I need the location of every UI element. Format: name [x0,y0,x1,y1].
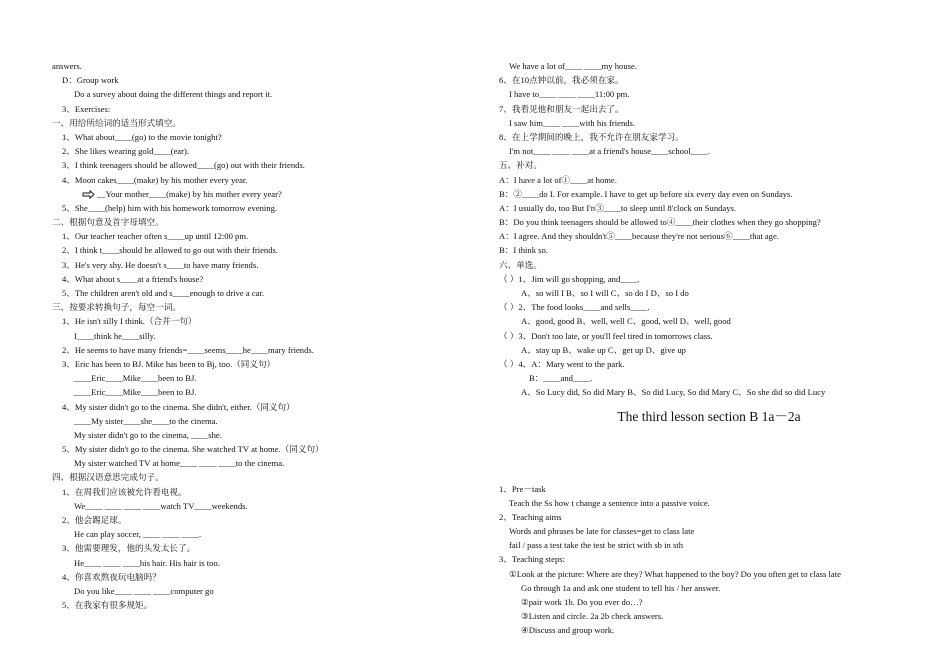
line-text: 3、Eric has been to BJ. Mike has been to Bj, too.（同义句） [62,358,276,369]
text-line [52,400,472,414]
line-text: 3、He's very shy. He doesn't s____to have many friends. [62,259,259,270]
text-line [52,541,472,555]
line-text: ____My sister____she____to the cinema. [74,415,218,426]
line-text: Do a survey about doing the different things and report it. [74,89,273,100]
line-text: 1、What about____(go) to the movie tonight? [62,131,222,142]
text-line [52,144,472,158]
line-text: ____Eric____Mike____been to BJ. [74,387,197,398]
text-line [499,482,919,496]
left-column [52,59,472,612]
line-text: 3、I think teenagers should be allowed____(go) out with their friends. [62,160,305,171]
text-line [499,187,919,201]
text-line [52,258,472,272]
text-line [499,623,919,637]
text-line [52,229,472,243]
text-line [499,385,919,399]
line-text: 7、我看见他和朋友一起出去了。 [499,103,624,114]
line-text: A、good, good B、well, well C、good, well D、well, good [521,316,731,327]
line-text: I'm not____ ____ ____at a friend's house____school____. [509,146,710,157]
text-line [52,314,472,328]
text-line [52,272,472,286]
line-text: 2、She likes wearing gold____(ear). [62,146,189,157]
line-text: A：I usually do, too But I'n③____to sleep until 8'clock on Sundays. [499,202,737,213]
line-text: 1、Our teacher teacher often s____up until 12:00 pm. [62,231,249,242]
line-text: 三、按要求转换句子，每空一词。 [52,302,181,313]
line-text: 4、Moon cakes____(make) by his mother every year. [62,174,248,185]
line-text: 4、What about s____at a friend's house? [62,273,204,284]
text-line [499,609,919,623]
text-line [499,329,919,343]
text-line [52,456,472,470]
line-text: 5、The children aren't old and s____enough to drive a car. [62,288,265,298]
text-line [52,428,472,442]
line-text: 2、He seems to have many friends=____seems____he____mary friends. [62,344,314,355]
text-line [499,116,919,130]
line-text: I saw him____ ____with his friends. [509,117,636,128]
line-text: D：Group work [62,75,119,86]
text-line [52,329,472,343]
text-line [499,343,919,357]
text-line [499,300,919,314]
section-heading [499,400,919,440]
text-line [499,158,919,172]
text-line [52,201,472,215]
line-text: B：____and____. [529,373,593,384]
line-text: （ ）3、Don't too late, or you'll feel tired in tomorrows class. [499,330,713,341]
line-text: answers. [52,61,82,71]
text-line [499,357,919,371]
text-line [52,73,472,87]
line-text: A：I have a lot of①____at home. [499,174,617,185]
text-line [499,173,919,187]
text-line [499,314,919,328]
line-text: ④Discuss and group work. [521,625,615,636]
text-line [499,59,919,73]
text-line [52,130,472,144]
text-line [52,286,472,300]
text-line [499,552,919,566]
line-text: 5、My sister didn't go to the cinema. She watched TV at home.（同义句） [62,444,324,455]
text-line [499,272,919,286]
line-text: My sister didn't go to the cinema, ____she. [74,429,222,440]
line-text: 2、Teaching aims [499,511,562,522]
line-text: 3、他需要理发，他的头发太长了。 [62,543,196,554]
line-text: 1、在周我们应该被允许看电视。 [62,486,187,497]
line-text: 1、Pre－task [499,483,546,494]
line-text: 一、用给所给词的适当形式填空。 [52,117,181,128]
text-line [52,499,472,513]
text-line [52,385,472,399]
line-text: 5、She____(help) him with his homework tomorrow evening. [62,202,278,213]
text-line [52,442,472,456]
text-line [499,286,919,300]
line-text: A、So Lucy did, So did Mary B、So did Lucy, So did Mary C、So she did so did Lucy [521,387,826,398]
text-line [52,343,472,357]
text-line [52,215,472,229]
text-line [499,496,919,510]
text-line [499,73,919,87]
text-line [52,584,472,598]
line-text: 8、在上学期间的晚上，我不允许在朋友家学习。 [499,131,684,142]
line-text: ____Eric____Mike____been to BJ. [74,373,197,384]
text-line [499,87,919,101]
text-line [52,485,472,499]
text-line [499,258,919,272]
text-line [52,173,472,187]
text-line [52,357,472,371]
text-line [499,595,919,609]
line-text: 5、在我家有很多规矩。 [62,600,153,611]
line-text: ①Look at the picture: Where are they? What happened to the boy? Do you often get to class late [509,568,841,579]
line-text: B：②____do I. For example. I have to get up before six every day even on Sundays. [499,188,793,199]
text-line [52,570,472,584]
line-text: 六、单选。 [499,259,542,270]
text-line [499,581,919,595]
line-text: （ ）4、A：Mary went to the park. [499,358,625,369]
line-text: He____ ____ ____his hair. His hair is too. [74,557,220,568]
line-text: 4、My sister didn't go to the cinema. She didn't, either.（同义句） [62,401,295,412]
line-text: I____think he____silly. [74,330,156,341]
text-line [499,538,919,552]
right-column [499,59,919,638]
text-line [499,510,919,524]
line-text: 五、补对。 [499,160,542,171]
line-text: Go through 1a and ask one student to tell his / her answer. [521,582,721,593]
line-text: 2、他会踢足球。 [62,515,127,525]
text-line [499,215,919,229]
text-line [499,130,919,144]
line-text: B：I think so. [499,245,548,256]
text-line [52,116,472,130]
text-line [52,158,472,172]
line-text: 3、Teaching steps: [499,554,565,565]
text-line [52,527,472,541]
text-line [52,598,472,612]
line-text: （ ）1、Jim will go shopping, and____. [499,273,640,284]
line-text: ②pair work 1b. Do you ever do…? [521,597,643,607]
line-text: fail / pass a test take the test be strict with sb in sth [509,540,683,551]
line-text: The third lesson section B 1a－2a [617,408,801,424]
text-line [52,102,472,116]
line-text: （ ）2、The food looks____and sells____. [499,302,650,313]
line-text: Do you like____ ____ ____computer go [74,585,214,596]
line-text: I have to____ ____ ____11:00 pm. [509,89,630,100]
text-line [52,556,472,570]
line-text: 3、Exercises: [62,103,111,114]
text-line [52,300,472,314]
line-text: Teach the Ss how t change a sentence into a passive voice. [509,497,710,508]
text-line [499,229,919,243]
line-text: He can play soccer, ____ ____ ____. [74,529,202,540]
line-text: 4、你喜欢熬夜玩电脑吗？ [62,571,161,582]
text-line [52,187,472,201]
text-line [52,470,472,484]
text-line [499,201,919,215]
line-text: Words and phrases be late for classes=get to class late [509,526,695,537]
text-line [52,59,472,73]
text-line [52,513,472,527]
line-text: We____ ____ ____ ____watch TV____weekends. [74,500,248,511]
line-text: 6、在10点钟以前，我必须在家。 [499,75,624,86]
text-line [52,371,472,385]
text-line [499,102,919,116]
line-text: 四、根据汉语意思完成句子。 [52,472,164,483]
line-text: ③Listen and circle. 2a 2b check answers. [521,611,664,622]
line-text: 1、He isn't silly I think.（合并一句） [62,316,197,327]
line-text: My sister watched TV at home____ ____ ____to the cinema. [74,458,285,469]
arrow-icon [82,190,95,199]
text-line [499,243,919,257]
line-text: A：I agree. And they shouldn't⑤____because they're not serious⑥____that age. [499,231,779,242]
text-line [52,87,472,101]
line-text: __Your mother____(make) by his mother every year? [97,188,282,199]
line-text: B：Do you think teenagers should be allowed to④____their clothes when they go shopping? [499,217,821,228]
text-line [52,243,472,257]
line-text: 二、根据句意及首字母填空。 [52,217,164,228]
line-text: 2、I think t____should be allowed to go out with their friends. [62,245,279,256]
line-text: A、so will I B、so I will C、so do I D、so I do [521,288,689,298]
text-line [52,414,472,428]
text-line [499,371,919,385]
blank-gap [499,440,919,482]
text-line [499,567,919,581]
text-line [499,144,919,158]
line-text: A、stay up B、wake up C、get up D、give up [521,344,686,355]
text-line [499,524,919,538]
line-text: We have a lot of____ ____my house. [509,61,637,71]
